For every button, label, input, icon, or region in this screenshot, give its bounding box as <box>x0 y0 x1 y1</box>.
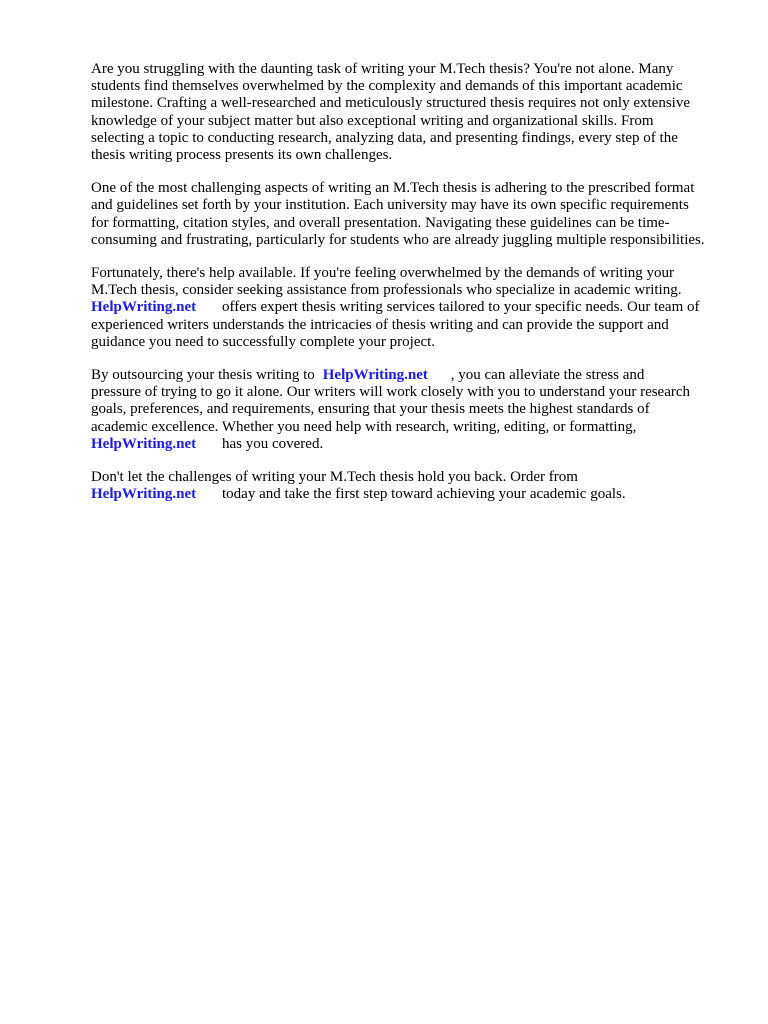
text-line <box>91 299 741 316</box>
text-line: experienced writers understands the intricacies of thesis writing and can provide the support and <box>91 316 669 333</box>
text-line <box>91 436 741 453</box>
document-body <box>91 61 741 519</box>
helpwriting-link[interactable]: HelpWriting.net <box>91 435 197 452</box>
text-line: thesis writing process presents its own challenges. <box>91 147 393 164</box>
text-line: consuming and frustrating, particularly for students who are already juggling multiple responsibilities. <box>91 231 705 248</box>
text-line: milestone. Crafting a well-researched and meticulously structured thesis requires not only extensive <box>91 95 690 112</box>
paragraph-outsourcing <box>91 367 741 453</box>
text-line: for formatting, citation styles, and overall presentation. Navigating these guidelines can be time- <box>91 214 670 231</box>
text-fragment: has you covered. <box>222 435 324 452</box>
text-line: One of the most challenging aspects of writing an M.Tech thesis is adhering to the prescribed format <box>91 180 695 197</box>
text-line: Fortunately, there's help available. If you're feeling overwhelmed by the demands of writing your <box>91 265 675 282</box>
helpwriting-link[interactable]: HelpWriting.net <box>91 299 197 316</box>
text-line: Don't let the challenges of writing your M.Tech thesis hold you back. Order from <box>91 469 578 486</box>
text-line: academic excellence. Whether you need help with research, writing, editing, or formatting, <box>91 418 637 435</box>
text-fragment: offers expert thesis writing services tailored to your specific needs. Our team of <box>222 299 700 316</box>
helpwriting-link[interactable]: HelpWriting.net <box>91 486 197 503</box>
text-line: students find themselves overwhelmed by the complexity and demands of this important academic <box>91 78 683 95</box>
text-fragment: today and take the first step toward achieving your academic goals. <box>222 486 626 503</box>
paragraph-intro <box>91 61 741 164</box>
text-fragment: By outsourcing your thesis writing to <box>91 367 315 384</box>
text-line: guidance you need to successfully complete your project. <box>91 333 436 350</box>
paragraph-call-to-action <box>91 469 741 503</box>
text-line: goals, preferences, and requirements, ensuring that your thesis meets the highest standards of <box>91 401 650 418</box>
paragraph-format-challenges <box>91 180 741 249</box>
text-line: Are you struggling with the daunting task of writing your M.Tech thesis? You're not alone. Many <box>91 61 674 77</box>
text-line: knowledge of your subject matter but also exceptional writing and organizational skills. From <box>91 112 654 129</box>
helpwriting-link[interactable]: HelpWriting.net <box>322 367 428 384</box>
text-line: selecting a topic to conducting research, analyzing data, and presenting findings, every step of the <box>91 129 678 146</box>
text-line <box>91 486 741 503</box>
text-line: and guidelines set forth by your institution. Each university may have its own specific requirements <box>91 197 689 214</box>
text-line: M.Tech thesis, consider seeking assistance from professionals who specialize in academic writing. <box>91 282 682 299</box>
paragraph-help-available <box>91 265 741 351</box>
text-line: pressure of trying to go it alone. Our writers will work closely with you to understand your research <box>91 384 691 401</box>
text-fragment: , you can alleviate the stress and <box>450 367 645 384</box>
text-line <box>91 367 741 384</box>
